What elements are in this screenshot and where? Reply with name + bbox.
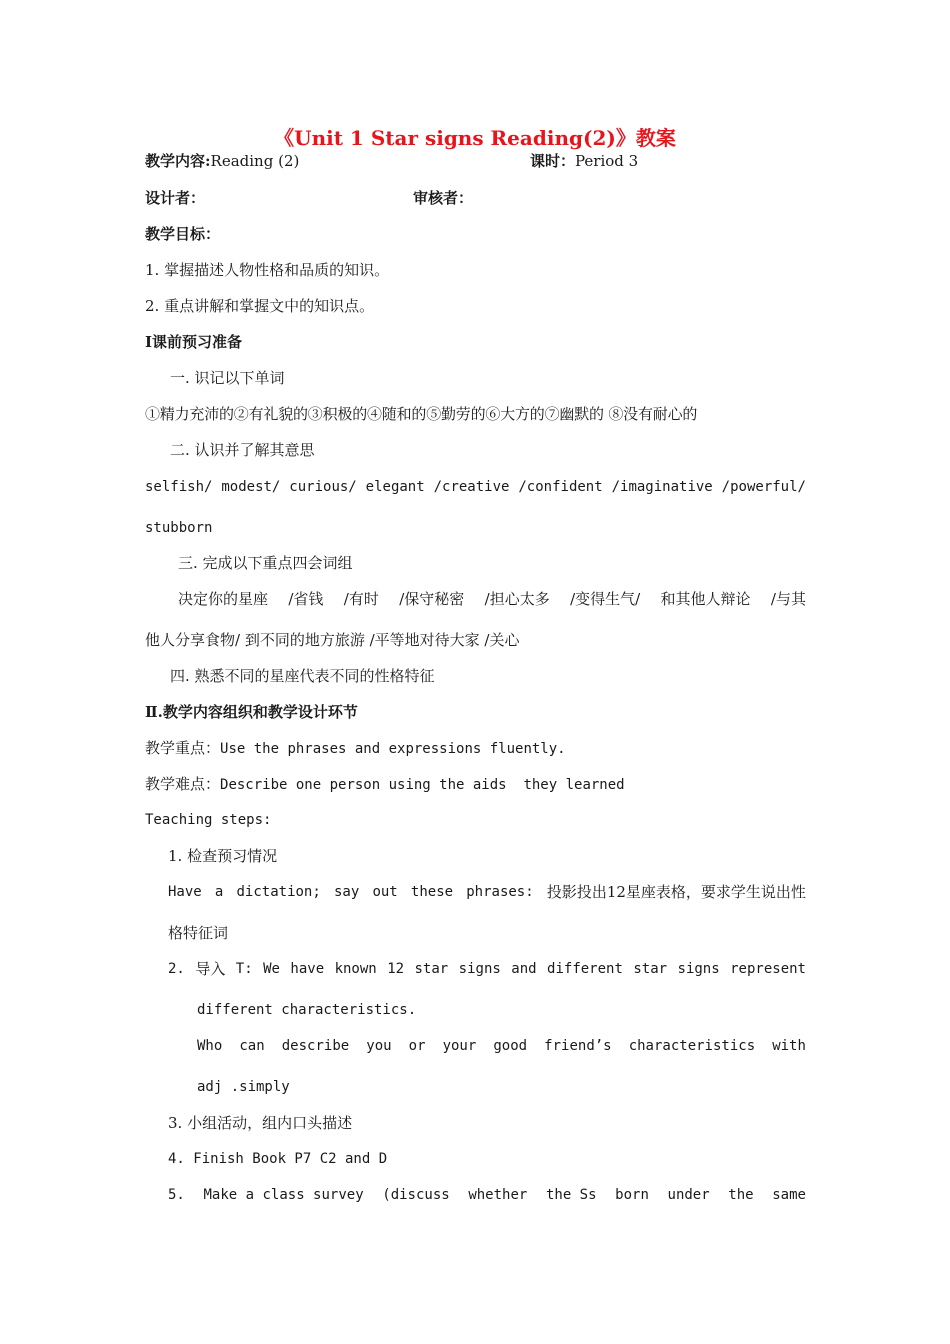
key-point-text: Use the phrases and expressions fluently. — [220, 741, 566, 757]
part4-heading: 四. 熟悉不同的星座代表不同的性格特征 — [170, 667, 435, 685]
step-2-line3 — [197, 1036, 806, 1056]
period-value: Period 3 — [575, 152, 639, 170]
part3-heading: 三. 完成以下重点四会词组 — [178, 554, 353, 572]
step-word: born — [615, 1187, 649, 1203]
phrase: /担心太多 — [484, 590, 550, 608]
phrase: /省钱 — [288, 590, 324, 608]
objective-item: 2. 重点讲解和掌握文中的知识点。 — [145, 297, 375, 315]
phrase: 决定你的星座 — [178, 590, 269, 608]
step-word: describe — [281, 1038, 350, 1054]
section2-heading: Ⅱ.教学内容组织和教学设计环节 — [145, 703, 358, 721]
step-word: characteristics — [628, 1038, 756, 1054]
step-word: star — [633, 961, 668, 977]
step-word: signs — [458, 961, 501, 977]
step-word: out — [372, 884, 398, 900]
step-1: 1. 检查预习情况 — [168, 847, 278, 865]
step-word: Have — [168, 884, 202, 900]
difficulty-text: Describe one person using the aids they learned — [220, 777, 625, 793]
step-word: or — [408, 1038, 426, 1054]
step-word: under — [667, 1187, 710, 1203]
objective-item: 1. 掌握描述人物性格和品质的知识。 — [145, 261, 390, 279]
step-2-line2: different characteristics. — [197, 1002, 417, 1018]
step-word: whether — [468, 1187, 528, 1203]
step-5 — [168, 1185, 806, 1205]
step-word: Make a class survey — [203, 1187, 364, 1203]
reviewer-label: 审核者： — [413, 189, 474, 207]
difficulty-row — [145, 774, 625, 795]
vocab-word: modest/ — [221, 479, 281, 495]
designer-label: 设计者： — [145, 189, 206, 207]
step-3: 3. 小组活动，组内口头描述 — [168, 1114, 353, 1132]
phrase: /与其 — [770, 590, 806, 608]
steps-label: Teaching steps: — [145, 812, 272, 828]
step-word: the — [728, 1187, 754, 1203]
step-word: same — [772, 1187, 806, 1203]
step-word: known — [334, 961, 377, 977]
vocab-word: selfish/ — [145, 479, 213, 495]
step-word: and — [511, 961, 537, 977]
step-word: 5. — [168, 1187, 185, 1203]
step-word: signs — [677, 961, 720, 977]
step-word: the Ss — [545, 1187, 597, 1203]
step-word: with — [772, 1038, 806, 1054]
step-word: star — [414, 961, 449, 977]
vocab-word: /imaginative — [611, 479, 713, 495]
part3-phrases-line — [178, 589, 806, 609]
part1-words: ①精力充沛的②有礼貌的③积极的④随和的⑤勤劳的⑥大方的⑦幽默的 ⑧没有耐心的 — [145, 405, 698, 423]
step-1-detail — [168, 882, 806, 902]
step-word: you — [366, 1038, 392, 1054]
phrase: /变得生气/ — [570, 590, 641, 608]
objectives-heading: 教学目标： — [145, 225, 221, 243]
step-2-line4: adj .simply — [197, 1079, 290, 1095]
part2-heading: 二. 认识并了解其意思 — [170, 441, 315, 459]
step-word: We — [263, 961, 280, 977]
step-word: have — [290, 961, 325, 977]
step-word: 12 — [387, 961, 405, 977]
part2-vocab-line — [145, 477, 806, 497]
page-title: 《Unit 1 Star signs Reading(2)》教案 — [274, 126, 676, 150]
step-word: represent — [730, 961, 806, 977]
step-4: 4. Finish Book P7 C2 and D — [168, 1151, 388, 1167]
step-word: good — [493, 1038, 528, 1054]
difficulty-label: 教学难点： — [145, 775, 221, 793]
step-1-detail-line2: 格特征词 — [168, 924, 229, 942]
content-label: 教学内容: — [145, 152, 211, 170]
step-word: a — [214, 884, 224, 900]
step-word: phrases: — [466, 884, 534, 900]
step-word: Who — [197, 1038, 223, 1054]
step-word: say — [333, 884, 360, 900]
vocab-word: curious/ — [289, 479, 357, 495]
step-word: can — [239, 1038, 265, 1054]
step-word: dictation; — [236, 884, 321, 900]
step-2 — [168, 959, 806, 979]
part3-phrases-line2: 他人分享食物/ 到不同的地方旅游 /平等地对待大家 /关心 — [145, 631, 520, 649]
period-row — [530, 151, 638, 171]
phrase: 和其他人辩论 — [660, 590, 751, 608]
vocab-word: /confident — [518, 479, 603, 495]
step-word: 导入 — [195, 960, 226, 978]
part1-heading: 一. 识记以下单词 — [170, 369, 285, 387]
vocab-word: /powerful/ — [721, 479, 806, 495]
phrase: /保守秘密 — [399, 590, 465, 608]
step-word: different — [547, 961, 623, 977]
period-label: 课时： — [530, 152, 576, 170]
key-point-row — [145, 738, 566, 759]
content-value: Reading (2) — [210, 152, 300, 170]
content-row — [145, 151, 299, 171]
step-word: T: — [235, 961, 253, 977]
phrase: /有时 — [343, 590, 379, 608]
step-word: (discuss — [382, 1187, 450, 1203]
vocab-word: /creative — [433, 479, 510, 495]
step-word: 投影投出12星座表格，要求学生说出性 — [546, 883, 806, 901]
step-word: your — [442, 1038, 477, 1054]
step-word: these — [410, 884, 454, 900]
step-word: friend’s — [544, 1038, 612, 1054]
part2-vocab-line2: stubborn — [145, 520, 213, 536]
section1-heading: Ⅰ课前预习准备 — [145, 333, 243, 351]
vocab-word: elegant — [365, 479, 425, 495]
step-word: 2. — [168, 961, 185, 977]
key-point-label: 教学重点： — [145, 739, 221, 757]
